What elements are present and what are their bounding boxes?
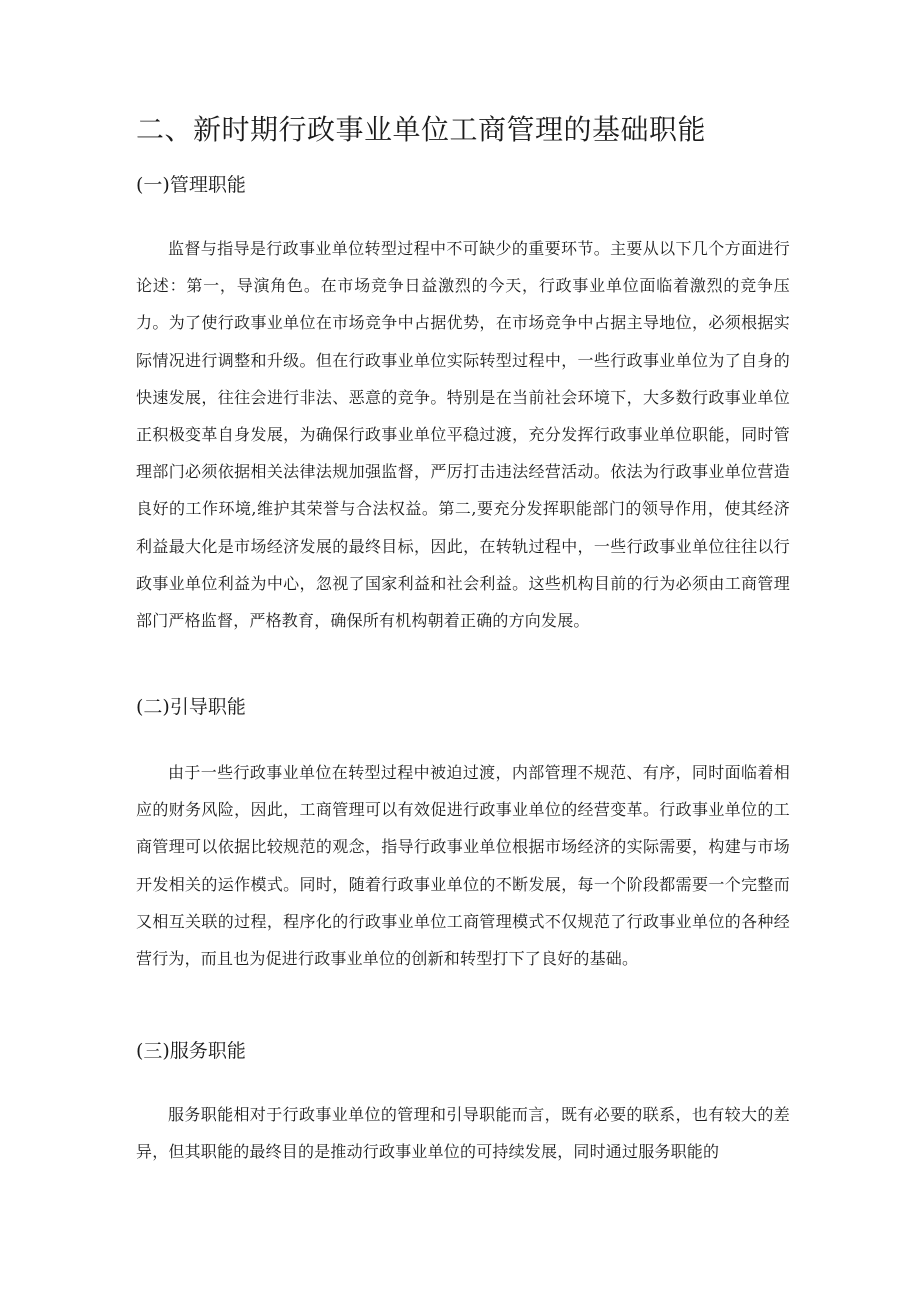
paragraph-management: 监督与指导是行政事业单位转型过程中不可缺少的重要环节。主要从以下几个方面进行论述：第一，导演角色。在市场竞争日益激烈的今天，行政事业单位面临着激烈的竞争压力。为了使行政事业单位在市场竞争中占据优势，在市场竞争中占据主导地位，必须根据实际情况进行调整和升级。但在行政事业单位实际转型过程中，一些行政事业单位为了自身的快速发展，往往会进行非法、恶意的竞争。特别是在当前社会环境下，大多数行政事业单位正积极变革自身发展，为确保行政事业单位平稳过渡，充分发挥行政事业单位职能，同时管理部门必须依据相关法律法规加强监督，严厉打击违法经营活动。依法为行政事业单位营造良好的工作环境,维护其荣誉与合法权益。第二,要充分发挥职能部门的领导作用，使其经济利益最大化是市场经济发展的最终目标，因此，在转轨过程中，一些行政事业单位往往以行政事业单位利益为中心，忽视了国家利益和社会利益。这些机构目前的行为必须由工商管理部门严格监督，严格教育，确保所有机构朝着正确的方向发展。: [136, 239, 790, 631]
paragraph-service: 服务职能相对于行政事业单位的管理和引导职能而言，既有必要的联系，也有较大的差异，但其职能的最终目的是推动行政事业单位的可持续发展，同时通过服务职能的: [136, 1105, 790, 1162]
document-title: 二、新时期行政事业单位工商管理的基础职能: [136, 113, 707, 146]
section-heading-service: (三)服务职能: [136, 1040, 246, 1062]
section-heading-guidance: (二)引导职能: [136, 696, 246, 718]
section-heading-management: (一)管理职能: [136, 174, 246, 196]
paragraph-guidance: 由于一些行政事业单位在转型过程中被迫过渡，内部管理不规范、有序，同时面临着相应的财务风险，因此，工商管理可以有效促进行政事业单位的经营变革。行政事业单位的工商管理可以依据比较规范的观念，指导行政事业单位根据市场经济的实际需要，构建与市场开发相关的运作模式。同时，随着行政事业单位的不断发展，每一个阶段都需要一个完整而又相互关联的过程，程序化的行政事业单位工商管理模式不仅规范了行政事业单位的各种经营行为，而且也为促进行政事业单位的创新和转型打下了良好的基础。: [136, 763, 790, 969]
